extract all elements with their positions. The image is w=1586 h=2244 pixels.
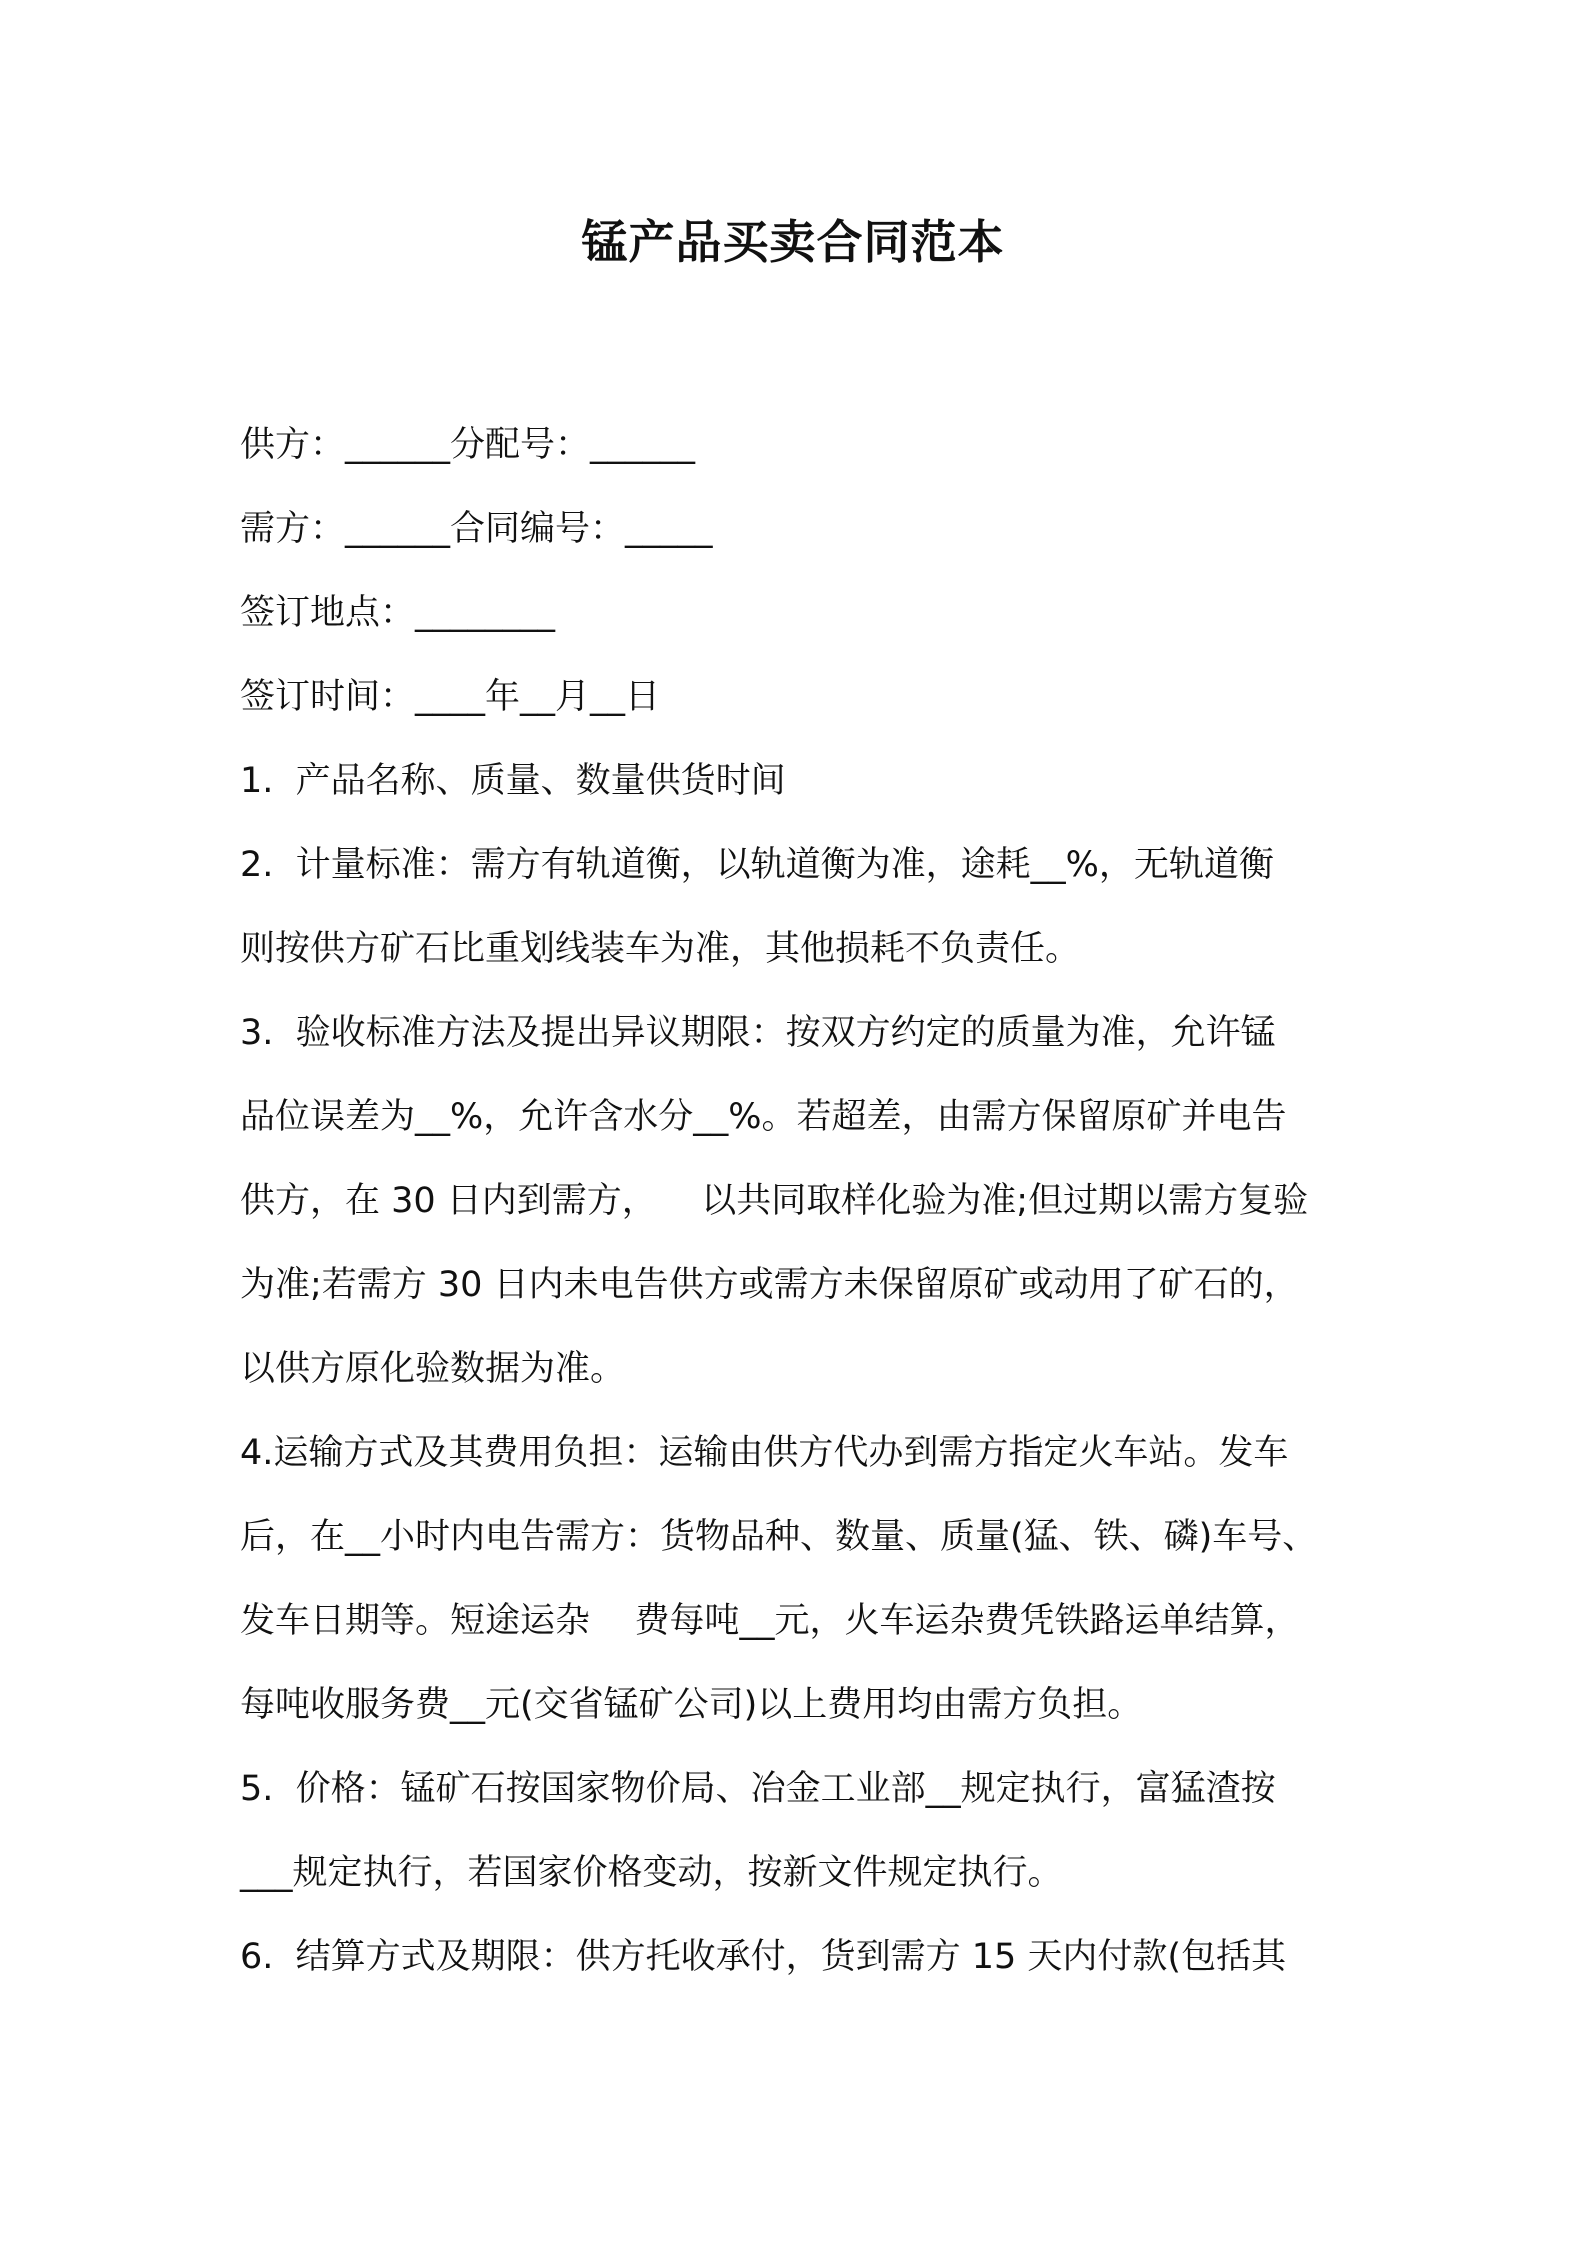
clause-3-line-1: 3. 验收标准方法及提出异议期限：按双方约定的质量为准，允许锰	[240, 1013, 1276, 1053]
clause-2-line-2: 则按供方矿石比重划线装车为准，其他损耗不负责任。	[240, 929, 1081, 969]
clause-2-line-1: 2. 计量标准：需方有轨道衡，以轨道衡为准，途耗__%，无轨道衡	[240, 845, 1274, 885]
clause-4-line-2: 后，在__小时内电告需方：货物品种、数量、质量(猛、铁、磷)车号、	[240, 1517, 1318, 1557]
clause-3-line-2: 品位误差为__%，允许含水分__%。若超差，由需方保留原矿并电告	[240, 1097, 1287, 1137]
clause-3-line-4: 为准;若需方 30 日内未电告供方或需方未保留原矿或动用了矿石的，	[240, 1265, 1299, 1305]
clause-4-line-1: 4.运输方式及其费用负担：运输由供方代办到需方指定火车站。发车	[240, 1433, 1289, 1473]
clause-3-line-5: 以供方原化验数据为准。	[240, 1349, 626, 1389]
clause-6-line-1: 6. 结算方式及期限：供方托收承付，货到需方 15 天内付款(包括其	[240, 1937, 1287, 1977]
clause-5-line-2: ___规定执行，若国家价格变动，按新文件规定执行。	[240, 1853, 1063, 1893]
clause-1: 1. 产品名称、质量、数量供货时间	[240, 761, 786, 801]
clause-3-line-3: 供方，在 30 日内到需方， 以共同取样化验为准;但过期以需方复验	[240, 1181, 1309, 1221]
field-signing-date: 签订时间：____年__月__日	[240, 677, 661, 717]
field-supplier: 供方：______分配号：______	[240, 425, 696, 465]
field-buyer: 需方：______合同编号：_____	[240, 509, 713, 549]
clause-4-line-4: 每吨收服务费__元(交省锰矿公司)以上费用均由需方负担。	[240, 1685, 1143, 1725]
clause-5-line-1: 5. 价格：锰矿石按国家物价局、冶金工业部__规定执行，富猛渣按	[240, 1769, 1276, 1809]
document-body	[240, 403, 1350, 1999]
document-title: 锰产品买卖合同范本	[581, 215, 1005, 269]
clause-4-line-3: 发车日期等。短途运杂 费每吨__元，火车运杂费凭铁路运单结算，	[240, 1601, 1300, 1641]
field-signing-place: 签订地点：________	[240, 593, 556, 633]
